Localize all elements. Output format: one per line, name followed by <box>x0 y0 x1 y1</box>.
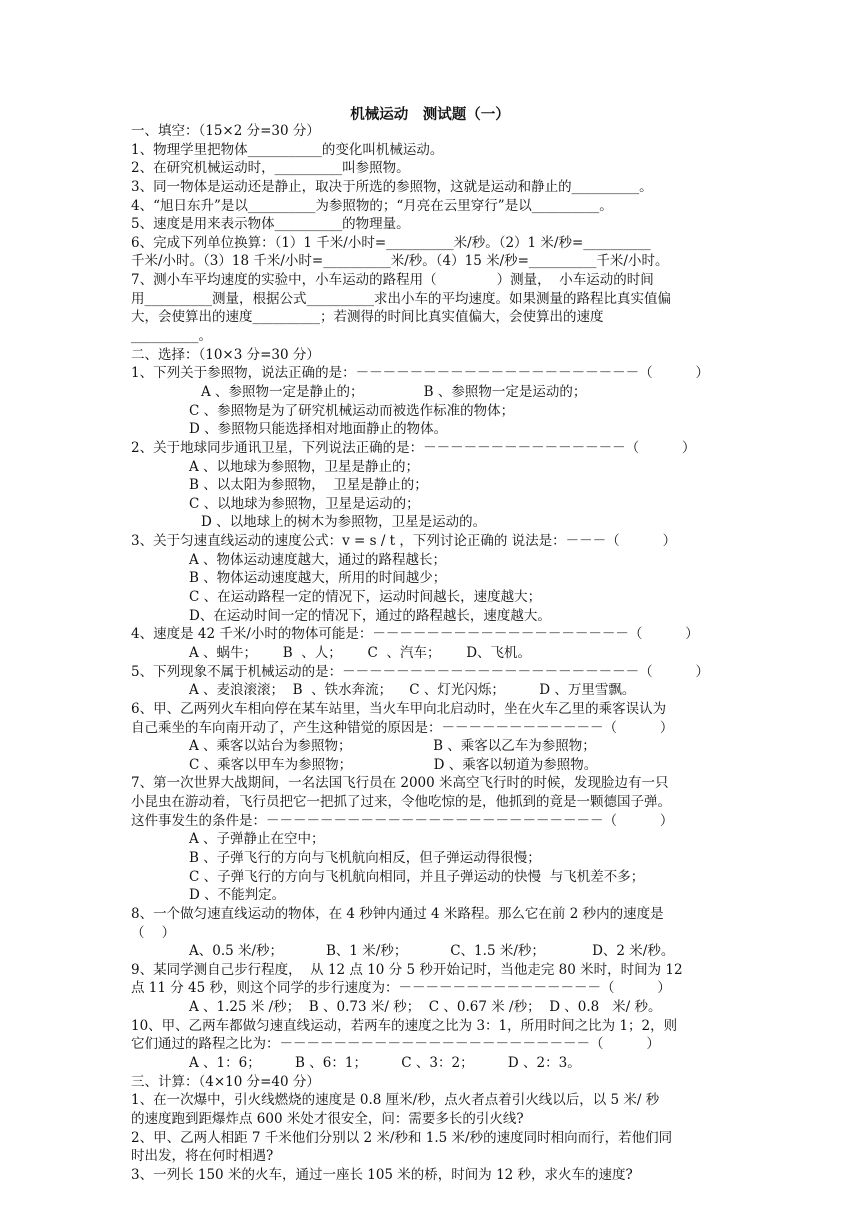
text-line: A、0.5 米/秒； B、1 米/秒； C、1.5 米/秒； D、2 米/秒。 <box>189 943 675 960</box>
text-line: 时出发，将在何时相遇? <box>131 1148 274 1165</box>
text-line: 4、速度是 42 千米/小时的物体可能是：－－－－－－－－－－－－－－－－－－－（ ） <box>131 626 699 643</box>
text-line: 三、计算：（4×10 分=40 分） <box>131 1073 320 1090</box>
text-line: 7、第一次世界大战期间，一名法国飞行员在 2000 米高空飞行时的时候，发现脸边有一只 <box>131 775 669 792</box>
text-line: 3、关于匀速直线运动的速度公式：v = s / t ，下列讨论正确的 说法是：－－－（ ） <box>131 533 677 550</box>
text-line: D 、不能判定。 <box>189 887 286 904</box>
text-line: 1、物理学里把物体___________的变化叫机械运动。 <box>131 141 444 158</box>
text-line: 一、填空：（15×2 分=30 分） <box>131 123 320 139</box>
text-line: 10、甲、乙两车都做匀速直线运动，若两车的速度之比为 3：1，所用时间之比为 1；2，则 <box>131 1017 678 1034</box>
text-line: D、在运动时间一定的情况下，通过的路程越长，速度越大。 <box>189 607 551 624</box>
text-line: C 、在运动路程一定的情况下，运动时间越长，速度越大； <box>189 589 542 606</box>
text-line: A 、1.25 米 /秒； B 、0.73 米/ 秒； C 、0.67 米 /秒； D 、0.8 米/ 秒。 <box>189 999 662 1016</box>
text-line: __________。 <box>131 328 212 345</box>
text-line: 6、完成下列单位换算：（1）1 千米/小时=__________米/秒。（2）1 米/秒=__________ <box>131 234 651 251</box>
text-line: 的速度跑到距爆炸点 600 米处才很安全，问：需要多长的引火线? <box>131 1110 524 1127</box>
text-line: 7、测小车平均速度的实验中，小车运动的路程用（ ）测量， 小车运动的时间 <box>131 272 654 289</box>
document-body <box>131 122 731 1185</box>
text-line: 8、一个做匀速直线运动的物体，在 4 秒钟内通过 4 米路程。那么它在前 2 秒内的速度是 <box>131 905 664 922</box>
text-line: A 、物体运动速度越大，通过的路程越长； <box>189 551 447 568</box>
text-line: A 、乘客以站台为参照物； B 、乘客以乙车为参照物； <box>189 738 596 755</box>
text-line: C 、参照物是为了研究机械运动而被选作标准的物体； <box>189 402 515 419</box>
text-line: 2、甲、乙两人相距 7 千米他们分别以 2 米/秒和 1.5 米/秒的速度同时相向而行，若他们同 <box>131 1129 673 1146</box>
text-line: 用__________测量，根据公式__________求出小车的平均速度。如果测量的路程比真实值偏 <box>131 290 671 307</box>
text-line: B 、以太阳为参照物， 卫星是静止的； <box>189 477 428 494</box>
text-line: 1、在一次爆中，引火线燃烧的速度是 0.8 厘米/秒，点火者点着引火线以后，以 5 米/ 秒 <box>131 1092 660 1109</box>
text-line: D 、以地球上的树木为参照物，卫星是运动的。 <box>201 514 487 531</box>
text-line: 1、下列关于参照物，说法正确的是：－－－－－－－－－－－－－－－－－－－－－（ ） <box>131 365 710 382</box>
text-line: B 、子弹飞行的方向与飞机航向相反，但子弹运动得很慢； <box>189 849 541 866</box>
text-line: 大，会使算出的速度__________；若测得的时间比真实值偏大，会使算出的速度 <box>131 309 604 326</box>
text-line: 3、一列长 150 米的火车，通过一座长 105 米的桥，时间为 12 秒，求火车的速度? <box>131 1166 633 1183</box>
text-line: 2、关于地球同步通讯卫星，下列说法正确的是：－－－－－－－－－－－－－－－（ ） <box>131 439 696 456</box>
text-line: 自己乘坐的车向南开动了，产生这种错觉的原因是：－－－－－－－－－－－－（ ） <box>131 719 674 736</box>
text-line: 2、在研究机械运动时，__________叫参照物。 <box>131 160 410 177</box>
page-title: 机械运动 测试题（一） <box>350 106 510 123</box>
text-line: 二、选择：（10×3 分=30 分） <box>131 346 320 363</box>
text-line: 千米/小时。（3）18 千米/小时=__________米/秒。（4）15 米/秒=__________千米/小时。 <box>131 253 669 270</box>
text-line: B 、物体运动速度越大，所用的时间越少； <box>189 570 447 587</box>
text-line: C 、乘客以甲车为参照物； D 、乘客以轫道为参照物。 <box>189 756 598 773</box>
text-line: D 、参照物只能选择相对地面静止的物体。 <box>189 421 448 438</box>
text-line: A 、以地球为参照物，卫星是静止的； <box>189 458 420 475</box>
text-line: 9、某同学测自己步行程度， 从 12 点 10 分 5 秒开始记时，当他走完 80 米时，时间为 12 <box>131 961 683 978</box>
text-line: A 、麦浪滚滚； B 、铁水奔流； C 、灯光闪烁； D 、万里雪飘。 <box>189 682 636 699</box>
text-line: 6、甲、乙两列火车相向停在某车站里，当火车甲向北启动时，坐在火车乙里的乘客误认为 <box>131 700 667 717</box>
text-line: 它们通过的路程之比为：－－－－－－－－－－－－－－－－－－－－－－－（ ） <box>131 1036 660 1053</box>
text-line: 5、速度是用来表示物体__________的物理量。 <box>131 216 410 233</box>
text-line: C 、子弹飞行的方向与飞机航向相同，并且子弹运动的快慢 与飞机差不多； <box>189 868 645 885</box>
text-line: 点 11 分 45 秒，则这个同学的步行速度为：－－－－－－－－－－－－－－－（ ） <box>131 980 671 997</box>
text-line: 这件事发生的条件是：－－－－－－－－－－－－－－－－－－－－－－－－－（ ） <box>131 812 674 829</box>
text-line: A 、子弹静止在空中； <box>189 831 325 848</box>
text-line: A 、参照物一定是静止的； B 、参照物一定是运动的； <box>201 383 587 400</box>
text-line: （ ） <box>131 924 176 941</box>
text-line: 小昆虫在游动着，飞行员把它一把抓了过来，令他吃惊的是，他抓到的竟是一颗德国子弹。 <box>131 794 671 811</box>
text-line: 3、同一物体是运动还是静止，取决于所选的参照物，这就是运动和静止的__________。 <box>131 178 653 195</box>
text-line: C 、以地球为参照物，卫星是运动的； <box>189 495 420 512</box>
text-line: 5、下列现象不属于机械运动的是：－－－－－－－－－－－－－－－－－－－－－－（ ） <box>131 663 710 680</box>
text-line: A 、1：6； B 、6：1； C 、3：2； D 、2：3。 <box>189 1055 581 1072</box>
text-line: A 、蜗牛； B 、人； C 、汽车； D、飞机。 <box>189 644 532 661</box>
text-line: 4、“旭日东升”是以__________为参照物的；“月亮在云里穿行”是以__________。 <box>131 197 613 214</box>
